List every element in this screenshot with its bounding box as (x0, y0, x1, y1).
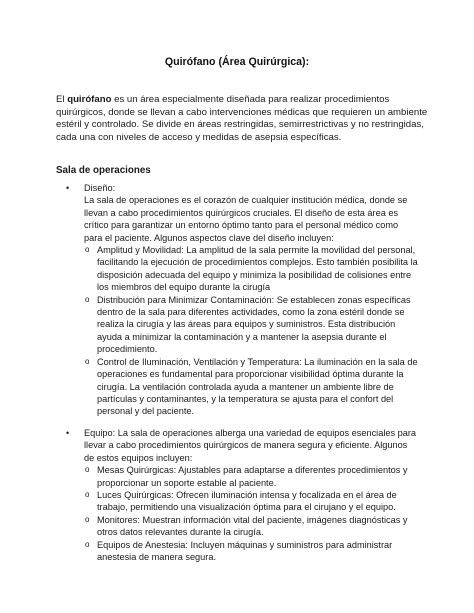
list-item-text: Control de Iluminación, Ventilación y Temperatura: La iluminación en la sala de operaciones es fundamental para proporcionar visibilidad óptima durante la cirugía. La ventilación controlada ayuda a mantener un ambiente libre de partículas y contaminantes, y la temperatura se ajusta para el confort del personal y del paciente. (97, 356, 418, 417)
bullet-equipment (0, 427, 474, 563)
circle-bullet: o (85, 294, 90, 304)
list-item-text: Mesas Quirúrgicas: Ajustables para adaptarse a diferentes procedimientos y proporcionar un soporte estable al paciente. (97, 465, 408, 488)
intro-pre: El (56, 94, 68, 105)
intro-paragraph (56, 94, 428, 144)
intro-bold-term: quirófano (67, 94, 112, 105)
circle-bullet: o (85, 490, 90, 500)
bullet-equipment-text: Equipo: La sala de operaciones alberga una variedad de equipos esenciales para llevar a cabo procedimientos quirúrgicos de manera segura y eficiente. Algunos de estos equipos incluyen: (84, 428, 417, 463)
list-item-text: Monitores: Muestran información vital del paciente, imágenes diagnósticas y otros datos relevantes durante la cirugía. (97, 514, 408, 538)
list-item (85, 539, 419, 564)
section-heading: Sala de operaciones (56, 165, 151, 176)
list-item-text: Amplitud y Movilidad: La amplitud de la sala permite la movilidad del personal, facilitando la ejecución de procedimientos complejos. Esto también posibilita la disposición adecuada del equipo y minimiza la posibilidad de colisiones entre los miembros del equipo durante la cirugía (97, 245, 418, 293)
bullet-design-text: La sala de operaciones es el corazón de cualquier institución médica, donde se llevan a cabo procedimientos quirúrgicos cruciales. El diseño de esta área es crítico para garantizar un entorno óptimo tanto para el personal médico como para el paciente. Algunos aspectos clave del diseño incluyen: (84, 195, 408, 243)
list-item-text: Equipos de Anestesia: Incluyen máquinas y suministros para administrar anestesia de manera segura. (97, 539, 393, 563)
list-item (85, 294, 419, 356)
list-item (85, 489, 419, 514)
design-sublist (0, 244, 474, 418)
list-item (85, 356, 419, 418)
intro-post: es un área especialmente diseñada para realizar procedimientos quirúrgicos, donde se llevan a cabo intervenciones médicas que requieren un ambiente estéril y controlado. Se divide en áreas restringidas, semirrestrictivas y no restringidas, cada una con niveles de acceso y medidas de asepsia específicas. (56, 94, 428, 143)
list-item (85, 514, 419, 539)
bullet-dot: • (66, 428, 70, 438)
bullet-design-heading: Diseño: (84, 183, 116, 193)
list-item-text: Luces Quirúrgicas: Ofrecen iluminación intensa y focalizada en el área de trabajo, permitiendo una visualización óptima para el cirujano y el equipo. (97, 490, 397, 513)
equipment-sublist (0, 464, 474, 563)
circle-bullet: o (85, 514, 90, 524)
circle-bullet: o (85, 465, 90, 475)
bullet-design (0, 182, 474, 418)
circle-bullet: o (85, 356, 90, 366)
bullet-dot: • (66, 183, 70, 193)
page-title: Quirófano (Área Quirúrgica): (164, 56, 310, 68)
list-item (85, 464, 419, 489)
list-item (85, 244, 419, 294)
circle-bullet: o (85, 539, 90, 549)
list-item-text: Distribución para Minimizar Contaminación: Se establecen zonas específicas dentro de la sala para diferentes actividades, como la zona estéril donde se realiza la cirugía y las áreas para equipos y suministros. Esta distribución ayuda a minimizar la contaminación y a mantener la asepsia durante el procedimiento. (97, 294, 411, 355)
circle-bullet: o (85, 245, 90, 255)
